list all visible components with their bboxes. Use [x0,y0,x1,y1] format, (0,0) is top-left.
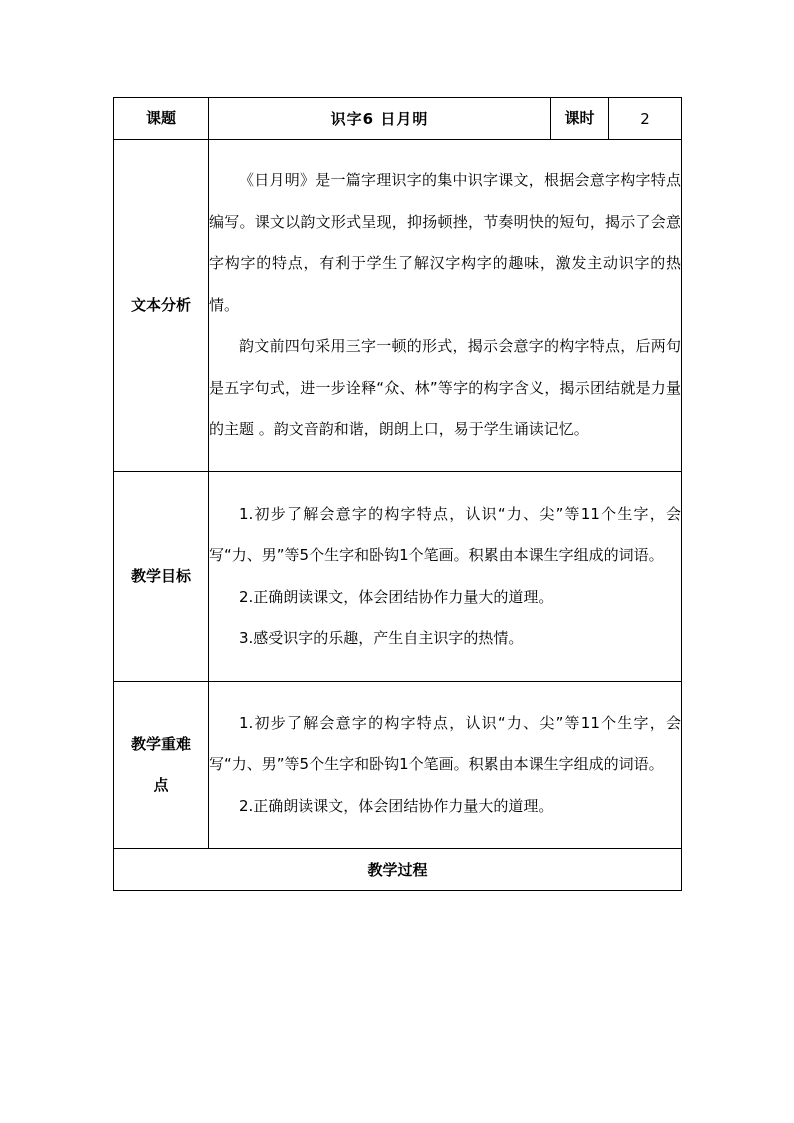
key-points-label-line1: 教学重难 [130,735,191,753]
key-point-item: 2.正确朗读课文，体会团结协作力量大的道理。 [239,796,554,815]
teaching-goals-content [209,472,682,682]
period-value: 2 [609,98,682,140]
topic-label: 课题 [114,98,209,140]
text-analysis-label: 文本分析 [114,140,209,472]
lesson-plan-table [113,97,682,891]
text-analysis-row [114,140,682,472]
period-label: 课时 [551,98,609,140]
teaching-goal-item: 1.初步了解会意字的构字特点，认识“力、尖”等11个生字，会写“力、男”等5个生字和卧钩1个笔画。积累由本课生字组成的词语。 [209,504,681,564]
key-points-label [114,682,209,849]
teaching-goals-label: 教学目标 [114,472,209,682]
key-points-content [209,682,682,849]
text-analysis-content [209,140,682,472]
teaching-goals-row [114,472,682,682]
key-points-row [114,682,682,849]
teaching-goal-item: 3.感受识字的乐趣，产生自主识字的热情。 [239,629,524,647]
text-analysis-paragraph: 《日月明》是一篇字理识字的集中识字课文，根据会意字构字特点编写。课文以韵文形式呈现，抑扬顿挫，节奏明快的短句，揭示了会意字构字的特点，有利于学生了解汉字构字的趣味，激发主动识字的热情。 [209,171,681,314]
process-heading: 教学过程 [114,849,682,891]
teaching-goal-item: 2.正确朗读课文，体会团结协作力量大的道理。 [239,587,554,606]
header-row [114,98,682,140]
process-row [114,849,682,891]
text-analysis-paragraph: 韵文前四句采用三字一顿的形式，揭示会意字的构字特点，后两句是五字句式，进一步诠释“众、林”等字的构字含义，揭示团结就是力量的主题 。韵文音韵和谐，朗朗上口，易于学生诵读记忆。 [209,337,681,439]
key-points-label-line2: 点 [153,776,169,794]
topic-value: 识字6 日月明 [209,98,551,140]
key-point-item: 1.初步了解会意字的构字特点，认识“力、尖”等11个生字，会写“力、男”等5个生字和卧钩1个笔画。积累由本课生字组成的词语。 [209,713,681,774]
